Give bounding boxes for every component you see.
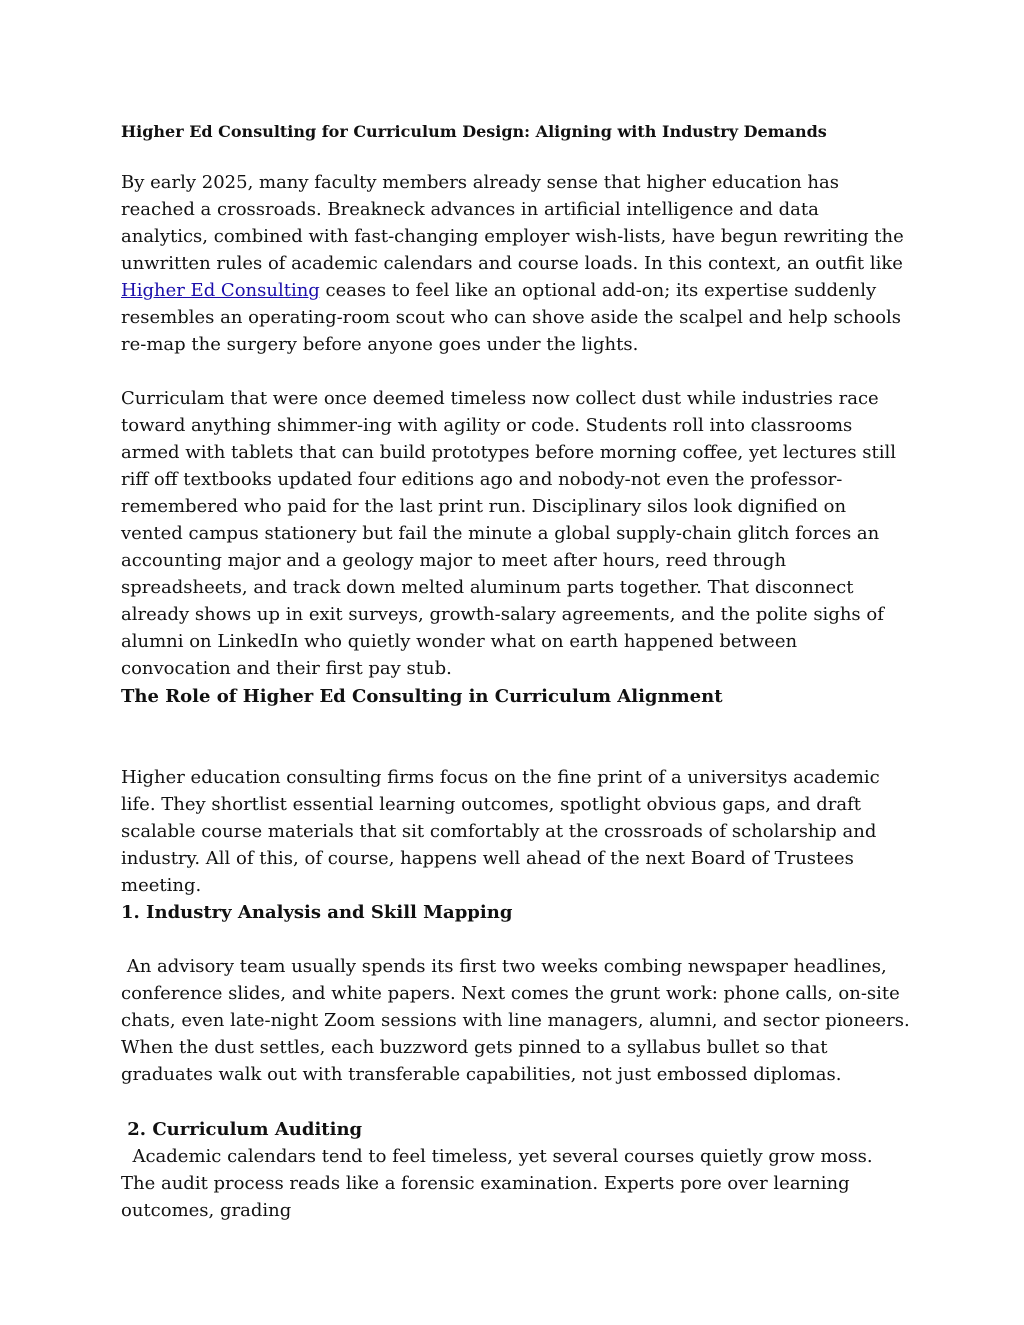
section-heading-curriculum-auditing: 2. Curriculum Auditing (121, 1119, 363, 1140)
consulting-firms-paragraph: Higher education consulting firms focus on the fine print of a universitys academic life. They shortlist essential learning outcomes, spotlight obvious gaps, and draft scalable course materials that sit comfortably at the crossroads of scholarship and industry. All of this, of course, happens well ahead of the next Board of Trustees meeting. (121, 767, 880, 896)
intro-paragraph (121, 169, 911, 358)
higher-ed-consulting-link[interactable]: Higher Ed Consulting (121, 280, 320, 301)
curriculum-disconnect-paragraph: Curriculam that were once deemed timeless now collect dust while industries race toward anything shimmer-ing with agility or code. Students roll into classrooms armed with tablets that can build prototypes before morning coffee, yet lectures still riff off textbooks updated four editions ago and nobody-not even the professor-remembered who paid for the last print run. Disciplinary silos look dignified on vented campus stationery but fail the minute a global supply-chain glitch forces an accounting major and a geology major to meet after hours, reed through spreadsheets, and track down melted aluminum parts together. That disconnect already shows up in exit surveys, growth-salary agreements, and the polite sighs of alumni on LinkedIn who quietly wonder what on earth happened between convocation and their first pay stub. (121, 388, 897, 679)
industry-analysis-paragraph: An advisory team usually spends its first two weeks combing newspaper headlines, conference slides, and white papers. Next comes the grunt work: phone calls, on-site chats, even late-night Zoom sessions with line managers, alumni, and sector pioneers. When the dust settles, each buzzword gets pinned to a syllabus bullet so that graduates walk out with transferable capabilities, not just embossed diplomas. (121, 956, 916, 1085)
section-heading-role: The Role of Higher Ed Consulting in Curriculum Alignment (121, 686, 723, 707)
curriculum-auditing-paragraph: Academic calendars tend to feel timeless, yet several courses quietly grow moss. The audit process reads like a forensic examination. Experts pore over learning outcomes, grading (121, 1146, 879, 1221)
intro-text-after-link: ceases to feel like an optional add-on; its expertise suddenly resembles an operating-room scout who can shove aside the scalpel and help schools re-map the surgery before anyone goes under the lights. (121, 280, 902, 355)
document-title: Higher Ed Consulting for Curriculum Design: Aligning with Industry Demands (121, 122, 827, 141)
intro-text-before-link: By early 2025, many faculty members already sense that higher education has reached a crossroads. Breakneck advances in artificial intelligence and data analytics, combined with fast-changing employer wish-lists, have begun rewriting the unwritten rules of academic calendars and course loads. In this context, an outfit like (121, 172, 904, 274)
section-heading-industry-analysis: 1. Industry Analysis and Skill Mapping (121, 902, 513, 923)
